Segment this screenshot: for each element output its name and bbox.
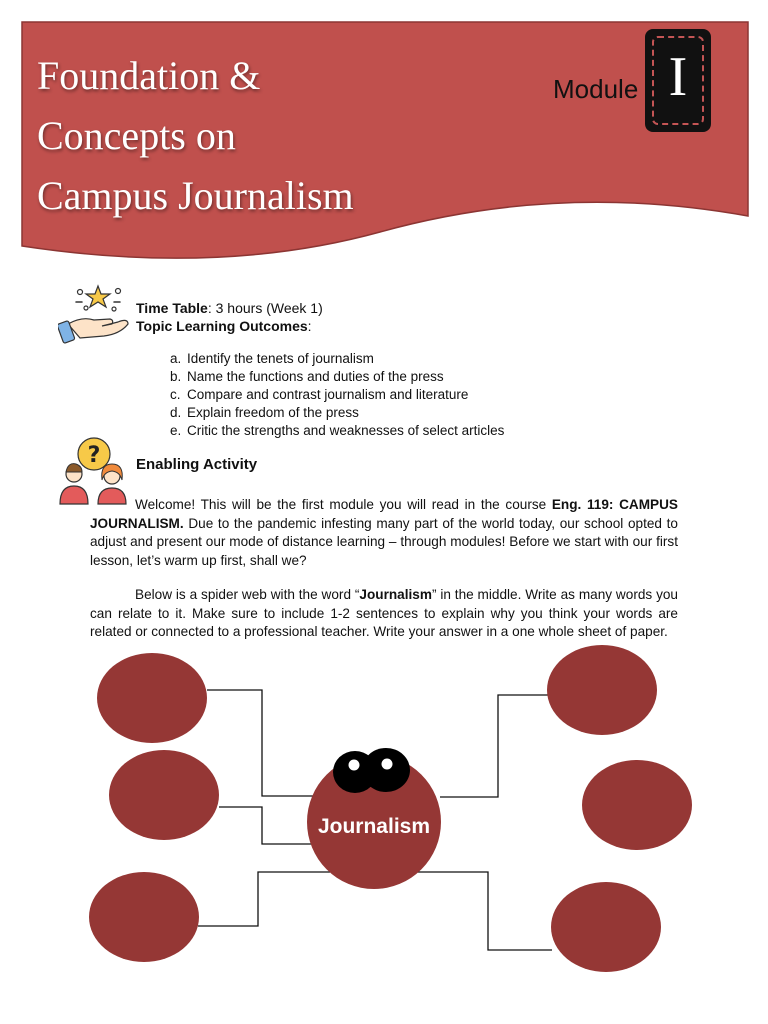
time-table-value: : 3 hours (Week 1) xyxy=(207,300,323,316)
answer-bubble xyxy=(97,653,207,743)
course-name: Eng. 119: CAMPUS JOURNALISM. xyxy=(90,497,678,531)
connector-line xyxy=(219,807,318,844)
answer-bubble xyxy=(551,882,661,972)
module-number-badge xyxy=(645,29,711,132)
learning-outcomes-list xyxy=(170,350,504,440)
module-number: I xyxy=(668,46,688,108)
time-table-label: Time Table xyxy=(136,300,208,316)
spider-eye-right xyxy=(362,748,410,792)
instruction-paragraph: Below is a spider web with the word “Journalism” in the middle. Write as many words you can relate to it. Make sure to include 1-2 sentences to explain why you think your words are related or connected to a professional teacher. Write your answer in a one whole sheet of paper. xyxy=(90,587,678,639)
connector-line xyxy=(207,690,318,796)
list-item: d. Explain freedom of the press xyxy=(170,405,359,420)
list-item: c. Compare and contrast journalism and literature xyxy=(170,387,469,402)
answer-bubble xyxy=(109,750,219,840)
module-label: Module xyxy=(553,74,639,104)
time-table-block: Time Table: 3 hours (Week 1) Topic Learning Outcomes: xyxy=(136,300,323,334)
list-item: a. Identify the tenets of journalism xyxy=(170,351,374,366)
module-title xyxy=(37,46,354,226)
center-label: Journalism xyxy=(317,815,431,838)
title-line-1: Foundation & xyxy=(37,53,261,98)
connector-line xyxy=(416,872,552,950)
title-line-2: Concepts on xyxy=(37,113,236,158)
answer-bubble xyxy=(547,645,657,735)
enabling-activity-heading: Enabling Activity xyxy=(136,456,258,473)
list-item: e. Critic the strengths and weaknesses of select articles xyxy=(170,423,505,438)
spider-web-diagram xyxy=(0,640,768,1024)
title-line-3: Campus Journalism xyxy=(37,173,354,218)
hand-star-icon xyxy=(58,282,132,346)
connector-line xyxy=(440,695,548,797)
svg-text:?: ? xyxy=(87,443,101,468)
list-item: b. Name the functions and duties of the press xyxy=(170,369,444,384)
keyword-journalism: Journalism xyxy=(359,587,432,602)
outcomes-label: Topic Learning Outcomes xyxy=(136,318,308,334)
welcome-paragraph: Welcome! This will be the first module you will read in the course Eng. 119: CAMPUS JOURNALISM. Due to the pandemic infesting many part of the world today, our school opted to adjust and present our mode of distance learning – through modules! Before we start with our first lesson, let’s warm up first, shall we? xyxy=(90,497,678,568)
answer-bubble xyxy=(582,760,692,850)
answer-bubble xyxy=(89,872,199,962)
connector-line xyxy=(198,872,330,926)
